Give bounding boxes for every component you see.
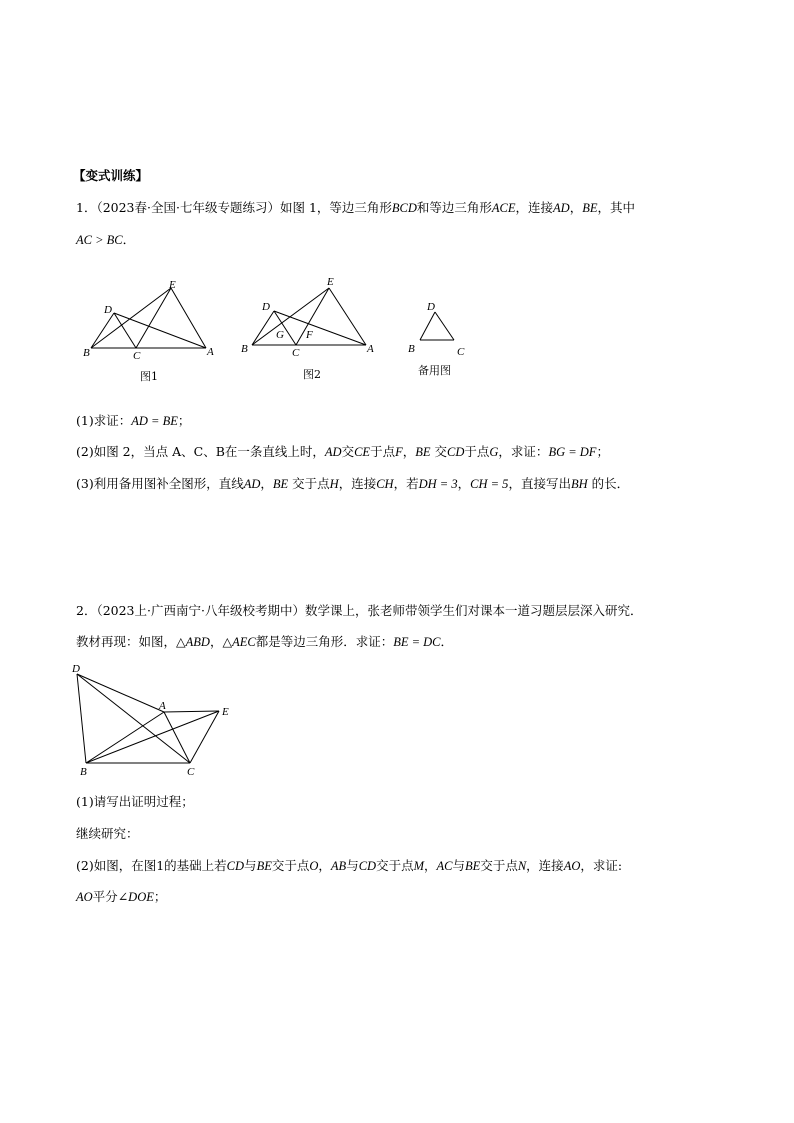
q1-p2-g: G	[489, 445, 499, 459]
q2-aec: △AEC	[222, 635, 256, 649]
q2-fig-label-b: B	[80, 766, 87, 778]
q1-part3	[76, 476, 629, 492]
fig3-label-c: C	[457, 346, 465, 358]
q2-p2-g: ，	[424, 858, 437, 873]
q2-line2-d: ．	[440, 634, 454, 649]
fig3-caption: 备用图	[418, 364, 451, 377]
q2-p2-c: 交于点	[271, 858, 310, 873]
q1-figure-1	[80, 276, 220, 386]
q2-number: 2．	[76, 603, 97, 618]
fig1-caption: 图1	[140, 370, 158, 383]
fig3-label-b: B	[408, 343, 415, 355]
fig2-label-f: F	[306, 329, 313, 341]
q1-stem-d: ，其中	[597, 200, 636, 215]
q2-p2-ac: AC	[436, 859, 453, 873]
q2-p2-be2: BE	[465, 859, 481, 873]
q1-p3-h: H	[329, 477, 339, 491]
q1-p2-math: BG = DF	[548, 445, 597, 459]
q2-p2-m: M	[413, 859, 425, 873]
q1-p3-bh: BH	[570, 477, 588, 491]
q2-fig-label-e: E	[222, 706, 229, 718]
q2-p2-cd2: CD	[358, 859, 377, 873]
q2-p2-n: N	[517, 859, 527, 873]
q1-p3-ch: CH	[376, 477, 394, 491]
q1-p2-f2: 于点	[464, 444, 490, 459]
fig3-label-d: D	[427, 301, 435, 313]
fig2-label-e: E	[327, 276, 334, 288]
q1-p3-c: 交于点	[288, 476, 330, 491]
q2-p2l2-a: 平分	[92, 889, 118, 904]
q1-p3-dh: DH = 3	[418, 477, 458, 491]
q2-p2-o: O	[309, 859, 319, 873]
q2-p2-k: ，求证:	[580, 858, 623, 873]
fig2-label-d: D	[262, 301, 270, 313]
q2-line2-b: ，	[209, 634, 223, 649]
q2-p2l2-angle: ∠DOE	[117, 890, 154, 904]
q2-continue: 继续研究：	[76, 826, 139, 841]
q1-p1-prefix: (1)求证：	[76, 413, 132, 428]
q1-source: （2023春·全国·七年级专题练习）	[96, 200, 280, 215]
q2-line1	[76, 603, 642, 619]
q1-p2-g2: ，求证：	[498, 444, 549, 459]
q1-p2-e: 交	[430, 444, 447, 459]
fig1-label-c: C	[133, 350, 141, 362]
q1-p2-f: F	[395, 445, 403, 459]
fig1-label-a: A	[207, 346, 214, 358]
q2-p2-ab: AB	[330, 859, 347, 873]
q1-comma: ，	[569, 200, 583, 215]
fig2-label-b: B	[241, 343, 248, 355]
q1-p3-f: ，	[457, 476, 471, 491]
q1-part2	[76, 444, 609, 460]
section-heading: 【变式训练】	[73, 168, 149, 183]
fig2-label-c: C	[292, 347, 300, 359]
q1-p3-ch5: CH = 5	[470, 477, 509, 491]
q1-p2-be: BE	[415, 445, 431, 459]
q1-p2-ad: AD	[324, 445, 342, 459]
q2-part2-line2	[76, 889, 166, 905]
q2-p2l2-ao: AO	[76, 890, 93, 904]
q2-line2-a: 教材再现：如图，	[76, 634, 177, 649]
q1-p3-b: ，	[260, 476, 273, 491]
q1-p2-d: ，	[402, 444, 416, 459]
q1-part1	[76, 413, 190, 429]
fig2-label-g: G	[276, 329, 284, 341]
q1-period: ．	[122, 232, 136, 247]
q1-stem-b: 和等边三角形	[416, 200, 492, 215]
q2-p2l2-end: ；	[153, 889, 167, 904]
q2-abd: △ABD	[176, 635, 210, 649]
q1-ace: ACE	[491, 201, 516, 215]
q1-p2-ce: CE	[354, 445, 371, 459]
q1-p3-d: ，连接	[338, 476, 377, 491]
q2-figure	[66, 660, 244, 780]
q1-be: BE	[582, 201, 598, 215]
q1-p3-ad: AD	[243, 477, 261, 491]
q1-figure-spare	[402, 292, 474, 382]
q2-p2-b: 与	[244, 858, 257, 873]
q2-fig-label-c: C	[187, 766, 195, 778]
fig1-label-e: E	[169, 279, 176, 291]
q1-number: 1．	[76, 200, 97, 215]
q1-p3-e: ，若	[393, 476, 419, 491]
q1-p2-a: (2)如图 2，当点 A、C、B在一条直线上时，	[76, 444, 325, 459]
q1-stem-a: 如图 1，等边三角形	[279, 200, 392, 215]
q2-p2-ao: AO	[563, 859, 581, 873]
q1-bcd: BCD	[391, 201, 417, 215]
q2-p2-a: (2)如图，在图1的基础上若	[76, 858, 227, 873]
q1-p2-end: ；	[596, 444, 609, 459]
q2-line2-math: BE = DC	[393, 635, 441, 649]
q2-line2	[76, 634, 453, 650]
q1-figure-2	[236, 270, 384, 385]
q2-p2-be: BE	[256, 859, 272, 873]
fig1-label-d: D	[104, 304, 112, 316]
q1-p2-c: 于点	[370, 444, 396, 459]
q1-p3-be: BE	[272, 477, 289, 491]
q2-stem: 数学课上，张老师带领学生们对课本一道习题层层深入研究．	[304, 603, 643, 618]
q1-p1-suffix: ；	[177, 413, 191, 428]
q2-p2-j: ，连接	[526, 858, 564, 873]
q1-p1-math: AD = BE	[131, 414, 178, 428]
q1-p3-g: ，直接写出	[508, 476, 571, 491]
q2-fig-label-d: D	[72, 663, 80, 675]
q1-p2-b: 交	[341, 444, 355, 459]
q2-source: （2023上·广西南宁·八年级校考期中）	[96, 603, 305, 618]
q2-part2	[76, 858, 622, 874]
q1-line2	[76, 232, 135, 248]
q2-line2-c: 都是等边三角形．求证：	[255, 634, 394, 649]
q2-p2-f: 交于点	[376, 858, 414, 873]
q2-p2-cd: CD	[226, 859, 245, 873]
q2-fig-label-a: A	[159, 700, 166, 712]
q1-ad: AD	[553, 201, 570, 215]
q1-stem-c: ，连接	[515, 200, 554, 215]
q2-p2-d: ，	[318, 858, 331, 873]
fig2-caption: 图2	[303, 368, 321, 381]
q1-p3-a: (3)利用备用图补全图形，直线	[76, 476, 244, 491]
q1-condition: AC > BC	[76, 233, 123, 247]
q2-p2-h: 与	[452, 858, 466, 873]
q1-line1	[76, 200, 635, 216]
q1-p2-cd: CD	[447, 445, 465, 459]
q2-p2-e: 与	[346, 858, 359, 873]
q2-part1: (1)请写出证明过程；	[76, 794, 194, 809]
q1-p3-h2: 的长．	[587, 476, 630, 491]
fig1-label-b: B	[83, 347, 90, 359]
fig2-label-a: A	[367, 343, 374, 355]
q2-p2-i: 交于点	[480, 858, 518, 873]
